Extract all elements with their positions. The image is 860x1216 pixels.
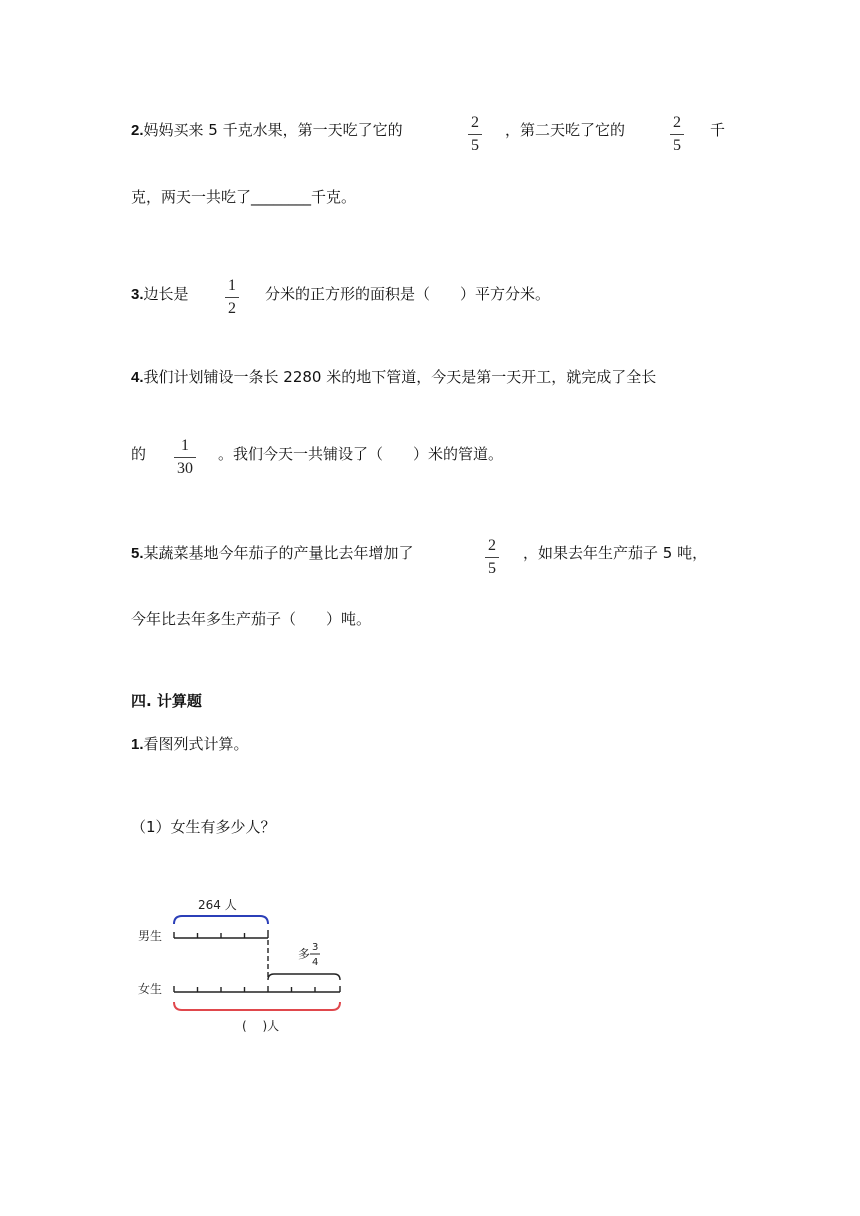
q5-text-part1: 某蔬菜基地今年茄子的产量比去年增加了 <box>143 544 414 562</box>
calc1-line <box>131 734 249 755</box>
boys-count-label: 264 人 <box>198 898 237 912</box>
girls-label: 女生 <box>138 982 163 996</box>
q3-number: 3. <box>131 286 144 303</box>
calc1-number: 1. <box>131 736 144 753</box>
q2-text-part1: 妈妈买来 5 千克水果，第一天吃了它的 <box>143 121 403 139</box>
section-heading: 四. 计算题 <box>131 692 202 710</box>
boys-ticks <box>174 930 268 938</box>
fraction-denominator: 30 <box>177 460 193 477</box>
q4-text-line1: 我们计划铺设一条长 2280 米的地下管道，今天是第一天开工，就完成了全长 <box>143 368 657 386</box>
q3-line1 <box>131 284 189 305</box>
q5-line2: 今年比去年多生产茄子（ ）吨。 <box>131 610 372 628</box>
fraction-denominator: 5 <box>673 137 681 154</box>
q5-number: 5. <box>131 545 144 562</box>
fraction-bar <box>174 457 196 458</box>
q2-line1 <box>131 120 403 141</box>
boys-label: 男生 <box>138 929 163 943</box>
q2-text-part2: ，第二天吃了它的 <box>505 121 626 139</box>
boys-brace-line <box>174 916 268 924</box>
fraction-numerator: 1 <box>228 277 236 294</box>
fraction-denominator: 5 <box>471 137 479 154</box>
q4-text-part1: 的 <box>131 445 147 463</box>
q4-text-part2: 。我们今天一共铺设了（ ）米的管道。 <box>218 445 504 463</box>
fraction-bar <box>468 134 482 135</box>
q3-text-part1: 边长是 <box>143 285 189 303</box>
more-brace <box>268 974 340 980</box>
q2-fraction-1 <box>468 114 482 155</box>
q4-fraction <box>174 437 196 478</box>
fraction-bar <box>670 134 684 135</box>
girls-answer-label: ( )人 <box>242 1019 280 1033</box>
q3-text-part2: 分米的正方形的面积是（ ）平方分米。 <box>265 285 551 303</box>
q4-line1 <box>131 367 656 388</box>
fraction-numerator: 2 <box>673 114 681 131</box>
more-prefix: 多 <box>298 947 311 961</box>
q5-fraction <box>485 537 499 578</box>
q2-line2: 克，两天一共吃了________千克。 <box>131 188 357 206</box>
girls-brace <box>174 1002 340 1010</box>
q4-number: 4. <box>131 369 144 386</box>
more-fraction-numerator: 3 <box>312 942 319 953</box>
fraction-numerator: 2 <box>488 537 496 554</box>
fraction-denominator: 5 <box>488 560 496 577</box>
q2-text-part3: 千 <box>710 121 726 139</box>
segment-diagram <box>130 888 370 1048</box>
q5-text-part2: ，如果去年生产茄子 5 吨， <box>523 544 708 562</box>
calc1-text: 看图列式计算。 <box>143 735 249 753</box>
calc1-subquestion: （1）女生有多少人？ <box>131 818 276 836</box>
q2-number: 2. <box>131 122 144 139</box>
q3-fraction <box>225 277 239 318</box>
q2-fraction-2 <box>670 114 684 155</box>
fraction-bar <box>485 557 499 558</box>
more-fraction-denominator: 4 <box>312 957 319 968</box>
girls-ticks <box>174 986 340 992</box>
q5-line1 <box>131 543 414 564</box>
fraction-denominator: 2 <box>228 300 236 317</box>
fraction-numerator: 1 <box>181 437 189 454</box>
fraction-bar <box>225 297 239 298</box>
fraction-numerator: 2 <box>471 114 479 131</box>
